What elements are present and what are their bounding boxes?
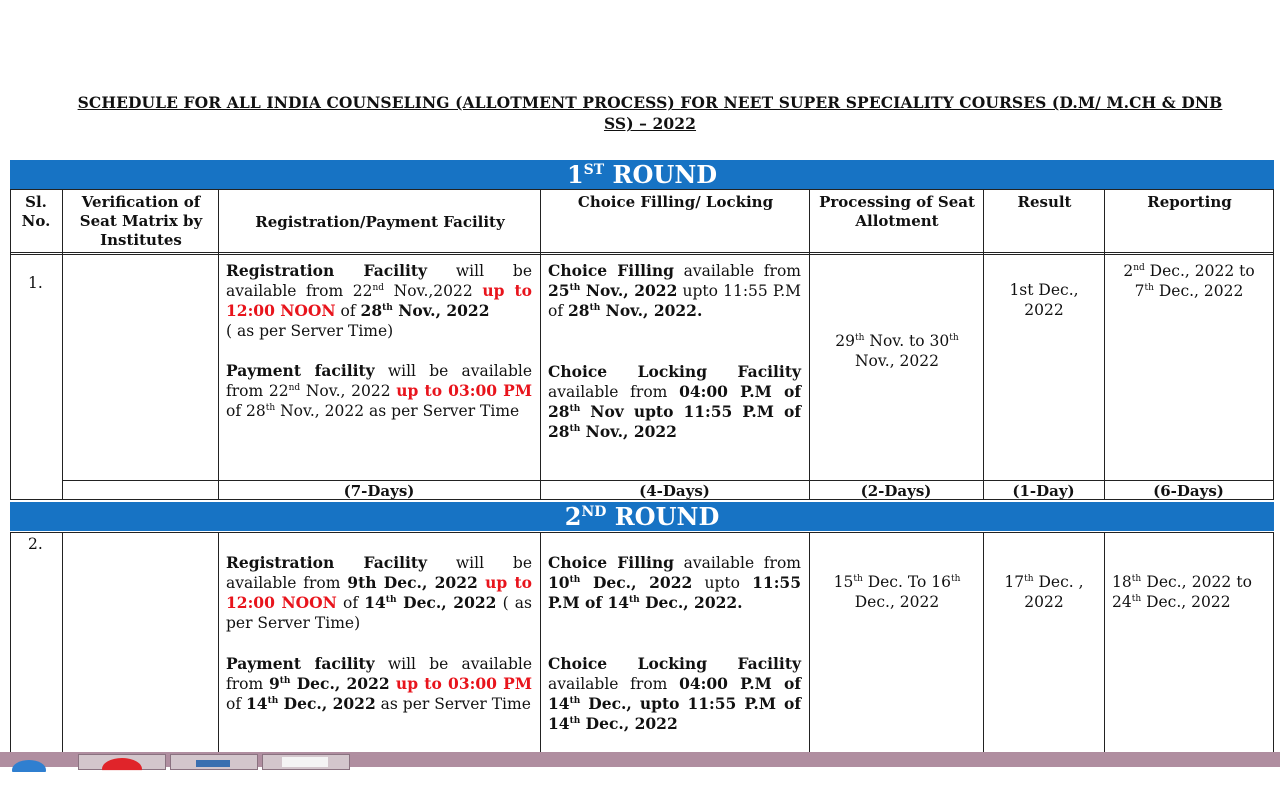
grid-line (540, 189, 541, 499)
row-1-registration: Registration Facility will be available from 22nd Nov.,2022 up to 12:00 NOON of 28th Nov., 2022 ( as per Server Time) (226, 261, 532, 340)
grid-line (10, 532, 1274, 533)
grid-line (10, 189, 11, 499)
grid-line (62, 189, 63, 499)
grid-line (809, 532, 810, 752)
title-line-1: SCHEDULE FOR ALL INDIA COUNSELING (ALLOTMENT PROCESS) FOR NEET SUPER SPECIALITY COURSES (D.M/ M.CH & DNB (77, 93, 1223, 112)
grid-line (983, 189, 984, 499)
grid-line (218, 532, 219, 752)
grid-line (540, 532, 541, 752)
days-registration: (7-Days) (343, 482, 415, 500)
grid-line (62, 532, 63, 752)
row-1-result: 1st Dec., 2022 (1009, 281, 1079, 319)
row-2-processing: 15th Dec. To 16th Dec., 2022 (833, 573, 961, 611)
header-processing: Processing of Seat Allotment (819, 193, 975, 230)
row-1-sl: 1. (28, 274, 43, 292)
round-2-banner: 2ND ROUND (10, 502, 1274, 531)
app-icon-red (102, 758, 142, 780)
header-registration: Registration/Payment Facility (255, 213, 505, 231)
row-1-choice-locking: Choice Locking Facility available from 04:00 P.M of 28th Nov upto 11:55 P.M of 28th Nov., 2022 (548, 362, 801, 441)
round-1-banner: 1ST ROUND (10, 160, 1274, 189)
grid-line (62, 480, 1274, 481)
header-choice: Choice Filling/ Locking (577, 193, 774, 211)
grid-line (218, 189, 219, 499)
grid-line (1104, 189, 1105, 499)
days-reporting: (6-Days) (1153, 482, 1224, 500)
grid-line (1273, 189, 1274, 499)
start-orb-icon[interactable] (12, 760, 46, 780)
row-2-choice-filling: Choice Filling available from 10th Dec., 2022 upto 11:55 P.M of 14th Dec., 2022. (548, 553, 801, 612)
app-icon-document (282, 757, 328, 767)
days-processing: (2-Days) (860, 482, 932, 500)
row-1-payment: Payment facility will be available from 22nd Nov., 2022 up to 03:00 PM of 28th Nov., 2022 as per Server Time (226, 361, 532, 420)
title-line-2: SS) – 2022 (603, 114, 697, 133)
grid-line (10, 254, 1274, 255)
grid-line (10, 252, 1274, 253)
row-2-payment: Payment facility will be available from 9th Dec., 2022 up to 03:00 PM of 14th Dec., 2022 as per Server Time (226, 654, 532, 713)
row-1-reporting: 2nd Dec., 2022 to 7th Dec., 2022 (1123, 262, 1255, 300)
header-result: Result (1017, 193, 1072, 211)
document-title (40, 92, 1260, 134)
row-2-choice-locking: Choice Locking Facility available from 04:00 P.M of 14th Dec., upto 11:55 P.M of 14th Dec., 2022 (548, 654, 801, 733)
row-2-reporting: 18th Dec., 2022 to 24th Dec., 2022 (1112, 573, 1252, 611)
app-icon-window (196, 760, 230, 767)
grid-line (809, 189, 810, 499)
days-result: (1-Day) (1012, 482, 1075, 500)
row-2-registration: Registration Facility will be available from 9th Dec., 2022 up to 12:00 NOON of 14th Dec., 2022 ( as per Server Time) (226, 553, 532, 632)
row-2-sl: 2. (28, 535, 43, 553)
header-sl-no: Sl. No. (21, 193, 51, 230)
row-1-processing: 29th Nov. to 30th Nov., 2022 (835, 332, 959, 370)
grid-line (983, 532, 984, 752)
header-reporting: Reporting (1147, 193, 1232, 211)
header-verification: Verification of Seat Matrix by Institutes (79, 193, 203, 249)
days-choice: (4-Days) (639, 482, 710, 500)
row-2-result: 17th Dec. , 2022 (1004, 573, 1084, 611)
grid-line (10, 532, 11, 752)
grid-line (1273, 532, 1274, 752)
row-1-choice-filling: Choice Filling available from 25th Nov., 2022 upto 11:55 P.M of 28th Nov., 2022. (548, 261, 801, 320)
grid-line (1104, 532, 1105, 752)
grid-line (10, 189, 1274, 190)
